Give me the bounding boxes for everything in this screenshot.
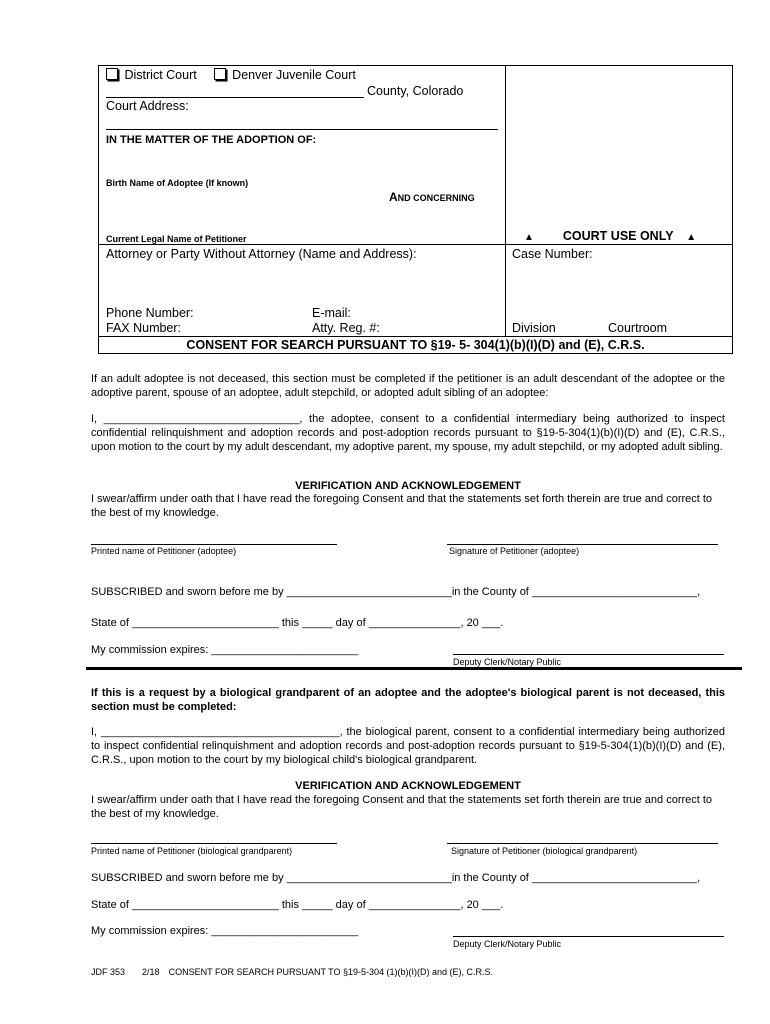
section1-signature-line[interactable] [447, 544, 718, 545]
caption-border-left [98, 65, 99, 354]
and-concerning-initial: A [389, 190, 398, 204]
section2-verification-text: I swear/affirm under oath that I have read the foregoing Consent and that the statements set forth therein are true and correct to the best of my knowledge. [91, 794, 713, 820]
section1-deputy-label: Deputy Clerk/Notary Public [453, 657, 562, 667]
section1-verification-text: I swear/affirm under oath that I have read the foregoing Consent and that the statements set forth therein are true and correct to the best of my knowledge. [91, 493, 713, 519]
division-label: Division [512, 321, 556, 335]
section-separator [86, 667, 742, 670]
birth-name-label: Birth Name of Adoptee (If known) [106, 178, 249, 188]
court-use-only-label: COURT USE ONLY [562, 229, 674, 243]
section2-printed-name-line[interactable] [91, 843, 337, 844]
section2-deputy-line[interactable] [453, 936, 724, 937]
section2-deputy-label: Deputy Clerk/Notary Public [453, 939, 562, 949]
section2-commission: My commission expires: ________________________ [91, 925, 359, 937]
county-colorado-label: County, Colorado [367, 84, 464, 98]
section2-subscribed: SUBSCRIBED and sworn before me by ___________________________in the County of ___________________________, [91, 872, 701, 884]
section1-consent: I, ________________________________, the adoptee, consent to a confidential intermediary being authorized to inspect confidential relinquishment and adoption records and post-adoption records pursuant to §19-5-304(1)(b)(I)(D) and (E), C.R.S., upon motion to the court by my adult descendant, my adoptive parent, my spouse, my adult stepchild, or my adopted adult sibling. [91, 413, 725, 453]
county-blank-line[interactable] [106, 97, 364, 98]
court-address-label: Court Address: [106, 99, 189, 113]
section2-verification-heading: VERIFICATION AND ACKNOWLEDGEMENT [295, 780, 521, 792]
fax-label: FAX Number: [106, 321, 182, 335]
section1-subscribed: SUBSCRIBED and sworn before me by ___________________________in the County of ___________________________, [91, 586, 701, 598]
court-address-line[interactable] [106, 129, 498, 130]
section2-signature-line[interactable] [447, 843, 718, 844]
section1-commission: My commission expires: ________________________ [91, 644, 359, 656]
and-concerning-label [389, 190, 475, 205]
section2-intro: If this is a request by a biological grandparent of an adoptee and the adoptee's biological parent is not deceased, this section must be completed: [91, 687, 725, 713]
current-legal-name-label: Current Legal Name of Petitioner [106, 234, 247, 244]
arrow-up-right-icon: ▲ [686, 232, 697, 243]
footer-title: CONSENT FOR SEARCH PURSUANT TO §19-5-304 (1)(b)(I)(D) and (E), C.R.S. [168, 967, 494, 977]
section2-consent: I, _______________________________________, the biological parent, consent to a confidential intermediary being authorized to inspect confidential relinquishment and adoption records and post-adoption records pursuant to §19-5-304(1)(b)(I)(D) and (E), C.R.S., upon motion to the court by my biological child's biological grandparent. [91, 726, 725, 766]
district-court-checkbox[interactable] [106, 68, 118, 80]
section1-intro: If an adult adoptee is not deceased, this section must be completed if the petitioner is an adult descendant of the adoptee or the adoptive parent, spouse of an adoptee, adult stepchild, or adopted adult sibling of an adoptee: [91, 373, 725, 399]
footer-date: 2/18 [142, 967, 160, 977]
courtroom-label: Courtroom [608, 321, 668, 335]
caption-border-bottom [98, 353, 733, 354]
denver-juvenile-court-label: Denver Juvenile Court [232, 68, 356, 82]
attorney-label: Attorney or Party Without Attorney (Name and Address): [106, 247, 417, 261]
district-court-label: District Court [124, 68, 197, 82]
court-use-only-row [524, 229, 696, 245]
section1-state-line: State of ________________________ this _____ day of _______________, 20 ___. [91, 617, 504, 629]
section1-signature-label: Signature of Petitioner (adoptee) [449, 546, 580, 556]
footer [91, 967, 493, 978]
section2-state-line: State of ________________________ this _____ day of _______________, 20 ___. [91, 899, 504, 911]
arrow-up-left-icon: ▲ [524, 232, 534, 243]
email-label: E-mail: [312, 306, 351, 320]
section1-deputy-line[interactable] [453, 654, 724, 655]
case-number-label: Case Number: [512, 247, 593, 261]
section1-printed-name-line[interactable] [91, 544, 337, 545]
court-type-row [106, 68, 356, 83]
form-title: CONSENT FOR SEARCH PURSUANT TO §19- 5- 304(1)(b)(I)(D) and (E), C.R.S. [186, 338, 645, 352]
section1-printed-name-label: Printed name of Petitioner (adoptee) [91, 546, 237, 556]
section2-signature-label: Signature of Petitioner (biological grandparent) [451, 846, 638, 856]
footer-form-id: JDF 353 [91, 967, 126, 977]
caption-divider-title [98, 336, 733, 337]
denver-juvenile-court-checkbox[interactable] [214, 68, 226, 80]
and-concerning-rest: ND CONCERNING [397, 193, 475, 203]
caption-border-right [732, 65, 733, 354]
matter-of-heading: IN THE MATTER OF THE ADOPTION OF: [106, 134, 317, 146]
section2-printed-name-label: Printed name of Petitioner (biological grandparent) [91, 846, 293, 856]
atty-reg-label: Atty. Reg. #: [312, 321, 380, 335]
caption-border-top [98, 65, 733, 66]
caption-divider-vertical [505, 65, 506, 336]
phone-label: Phone Number: [106, 306, 194, 320]
section1-verification-heading: VERIFICATION AND ACKNOWLEDGEMENT [295, 480, 521, 492]
